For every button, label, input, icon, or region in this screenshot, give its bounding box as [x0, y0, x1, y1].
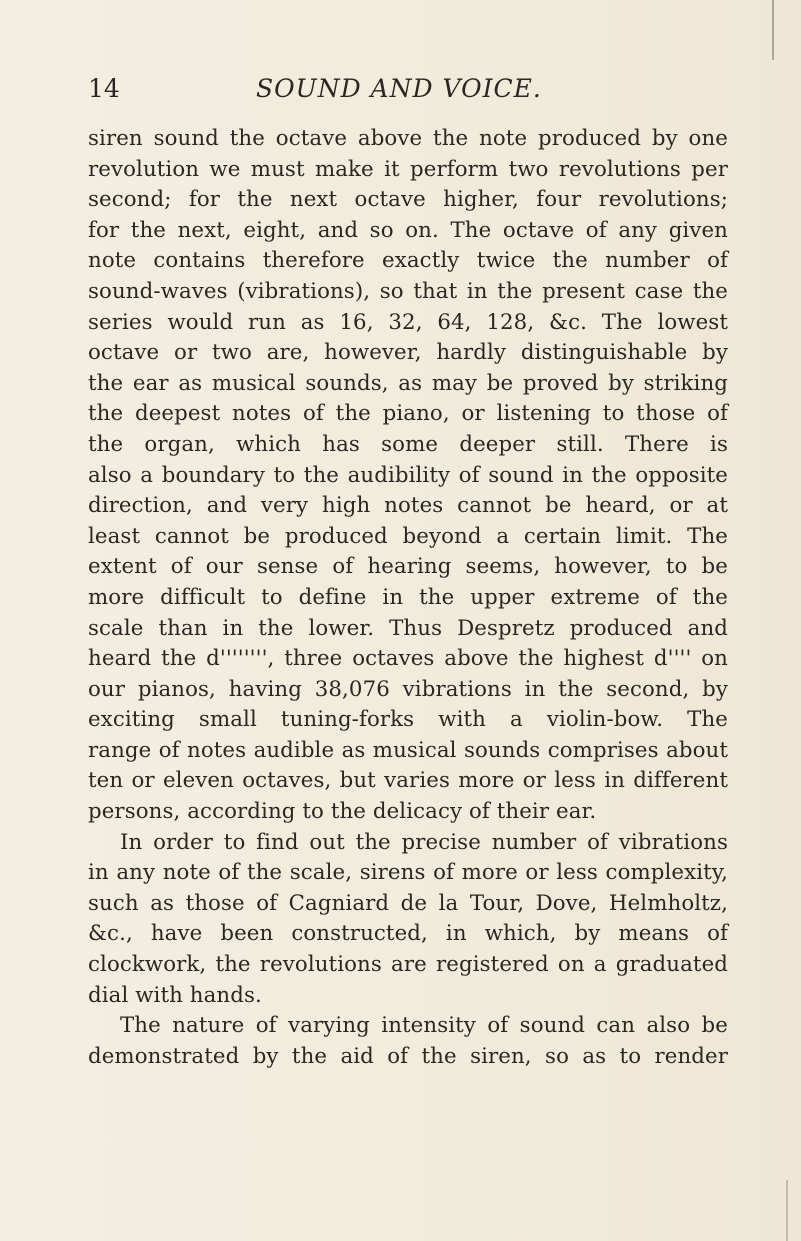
text-line: octave or two are, however, hardly distinguishable by	[88, 340, 728, 366]
text-line: series would run as 16, 32, 64, 128, &c. The lowest	[88, 309, 728, 335]
text-line: revolution we must make it perform two revolutions per	[88, 156, 728, 182]
text-line: extent of our sense of hearing seems, however, to be	[88, 554, 728, 580]
page-header	[88, 72, 728, 106]
text-line: more difficult to define in the upper extreme of the	[88, 584, 728, 610]
text-line: clockwork, the revolutions are registered on a graduated	[88, 952, 728, 978]
text-line: ten or eleven octaves, but varies more or less in different	[88, 768, 728, 794]
text-line: direction, and very high notes cannot be heard, or at	[88, 493, 728, 519]
text-line: second; for the next octave higher, four revolutions;	[88, 187, 728, 213]
scan-edge-mark	[772, 0, 774, 60]
text-line: note contains therefore exactly twice the number of	[88, 248, 728, 274]
text-line: least cannot be produced beyond a certain limit. The	[88, 523, 728, 549]
text-line: The nature of varying intensity of sound can also be	[120, 1013, 728, 1039]
scan-edge-mark	[786, 1180, 788, 1241]
running-title: SOUND AND VOICE.	[256, 74, 542, 103]
body-text	[88, 124, 728, 1072]
text-line: also a boundary to the audibility of sound in the opposite	[88, 462, 728, 488]
text-line: the organ, which has some deeper still. There is	[88, 431, 728, 457]
text-line: persons, according to the delicacy of their ear.	[88, 799, 597, 825]
text-line: our pianos, having 38,076 vibrations in the second, by	[88, 676, 728, 702]
text-line: for the next, eight, and so on. The octave of any given	[88, 217, 728, 243]
text-line: such as those of Cagniard de la Tour, Dove, Helmholtz,	[88, 890, 728, 916]
text-line: siren sound the octave above the note produced by one	[88, 126, 728, 151]
text-line: sound-waves (vibrations), so that in the present case the	[88, 278, 728, 304]
text-line: heard the d'''''''', three octaves above the highest d'''' on	[88, 646, 728, 672]
page-number: 14	[88, 74, 120, 103]
text-line: the deepest notes of the piano, or listening to those of	[88, 401, 728, 427]
text-line: exciting small tuning-forks with a violin-bow. The	[88, 707, 728, 733]
text-line: scale than in the lower. Thus Despretz produced and	[88, 615, 728, 641]
text-line: In order to find out the precise number of vibrations	[120, 829, 728, 855]
text-line: in any note of the scale, sirens of more or less complexity,	[88, 860, 728, 886]
text-line: the ear as musical sounds, as may be proved by striking	[88, 370, 728, 396]
text-line: dial with hands.	[88, 982, 262, 1008]
text-line: range of notes audible as musical sounds comprises about	[88, 737, 728, 763]
text-line: &c., have been constructed, in which, by means of	[88, 921, 728, 947]
text-line: demonstrated by the aid of the siren, so as to render	[88, 1043, 728, 1069]
